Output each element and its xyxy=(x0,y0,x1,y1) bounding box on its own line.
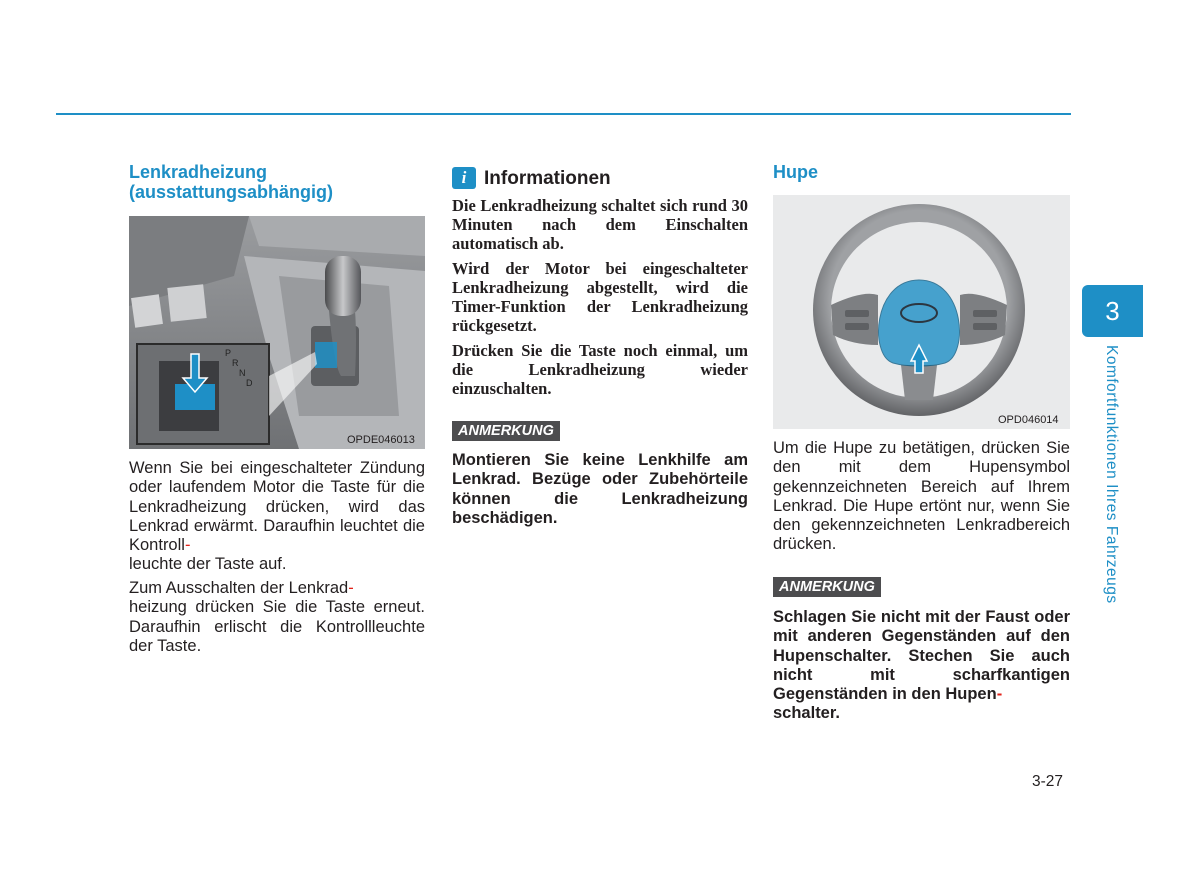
gear-letter-d: D xyxy=(246,378,253,388)
paragraph-deactivation-end: heizung drücken Sie die Taste erneut. Daraufhin erlischt die Kontrollleuchte der Taste. xyxy=(129,598,425,655)
paragraph-deactivation-text: Zum Ausschalten der Lenkrad xyxy=(129,579,349,597)
note-horn-end: schalter. xyxy=(773,704,840,723)
note-badge: ANMERKUNG xyxy=(773,577,881,597)
figure-steering-wheel-horn xyxy=(773,195,1070,429)
info-paragraph-3: Drücken Sie die Taste noch einmal, um die Lenkradheizung wieder einzuschalten. xyxy=(452,341,748,398)
steering-wheel-illustration xyxy=(773,195,1070,429)
figure-console-heating-button xyxy=(129,216,425,449)
heading-line-2: (ausstattungsabhängig) xyxy=(129,182,334,202)
info-paragraph-2: Wird der Motor bei eingeschalteter Lenkradheizung abgestellt, wird die Timer-Funktion der Lenkradheizung rückgesetzt. xyxy=(452,259,748,335)
info-paragraph-1: Die Lenkradheizung schaltet sich rund 30 Minuten nach dem Einschalten automatisch ab. xyxy=(452,196,748,253)
note-horn-warning xyxy=(773,608,1070,724)
console-illustration xyxy=(129,216,425,449)
section-heading-lenkradheizung xyxy=(129,162,429,202)
hyphen-mark: - xyxy=(996,685,1003,704)
note-horn-text: Schlagen Sie nicht mit der Faust oder mit anderen Gegenständen auf den Hupenschalter. Stechen Sie auch nicht mit scharfkantigen Gegenständen in den Hupen xyxy=(773,608,1070,704)
gear-letter-p: P xyxy=(225,348,232,358)
section-heading-hupe: Hupe xyxy=(773,162,818,182)
heading-line-1: Lenkradheizung xyxy=(129,162,268,182)
paragraph-activation xyxy=(129,459,425,575)
figure-code: OPDE046013 xyxy=(347,434,415,446)
gear-letter-n: N xyxy=(239,368,246,378)
chapter-title: Komfortfunktionen Ihres Fahrzeugs xyxy=(1103,345,1120,604)
chapter-tab: 3 xyxy=(1082,285,1143,337)
info-icon: i xyxy=(452,167,476,189)
gear-letter-r: R xyxy=(232,358,239,368)
note-badge: ANMERKUNG xyxy=(452,421,560,441)
figure-code: OPD046014 xyxy=(998,414,1059,426)
paragraph-deactivation xyxy=(129,579,425,656)
info-title: Informationen xyxy=(484,168,611,189)
top-rule xyxy=(56,113,1071,115)
page-number: 3-27 xyxy=(1032,773,1064,790)
paragraph-horn: Um die Hupe zu betätigen, drücken Sie den mit dem Hupensymbol gekennzeichneten Bereich auf Ihrem Lenkrad. Die Hupe ertönt nur, wenn Sie den gekennzeichneten Lenkradbereich drücken. xyxy=(773,439,1070,554)
hyphen-mark: - xyxy=(184,536,191,555)
note-text: Montieren Sie keine Lenkhilfe am Lenkrad. Bezüge oder Zubehörteile können die Lenkradheizung beschädigen. xyxy=(452,451,748,527)
paragraph-activation-end: leuchte der Taste auf. xyxy=(129,555,287,574)
hyphen-mark: - xyxy=(348,579,354,597)
paragraph-activation-text: Wenn Sie bei eingeschalteter Zündung oder laufendem Motor die Taste für die Lenkradheizung drücken, wird das Lenkrad erwärmt. Daraufhin leuchtet die Kontroll xyxy=(129,459,425,555)
